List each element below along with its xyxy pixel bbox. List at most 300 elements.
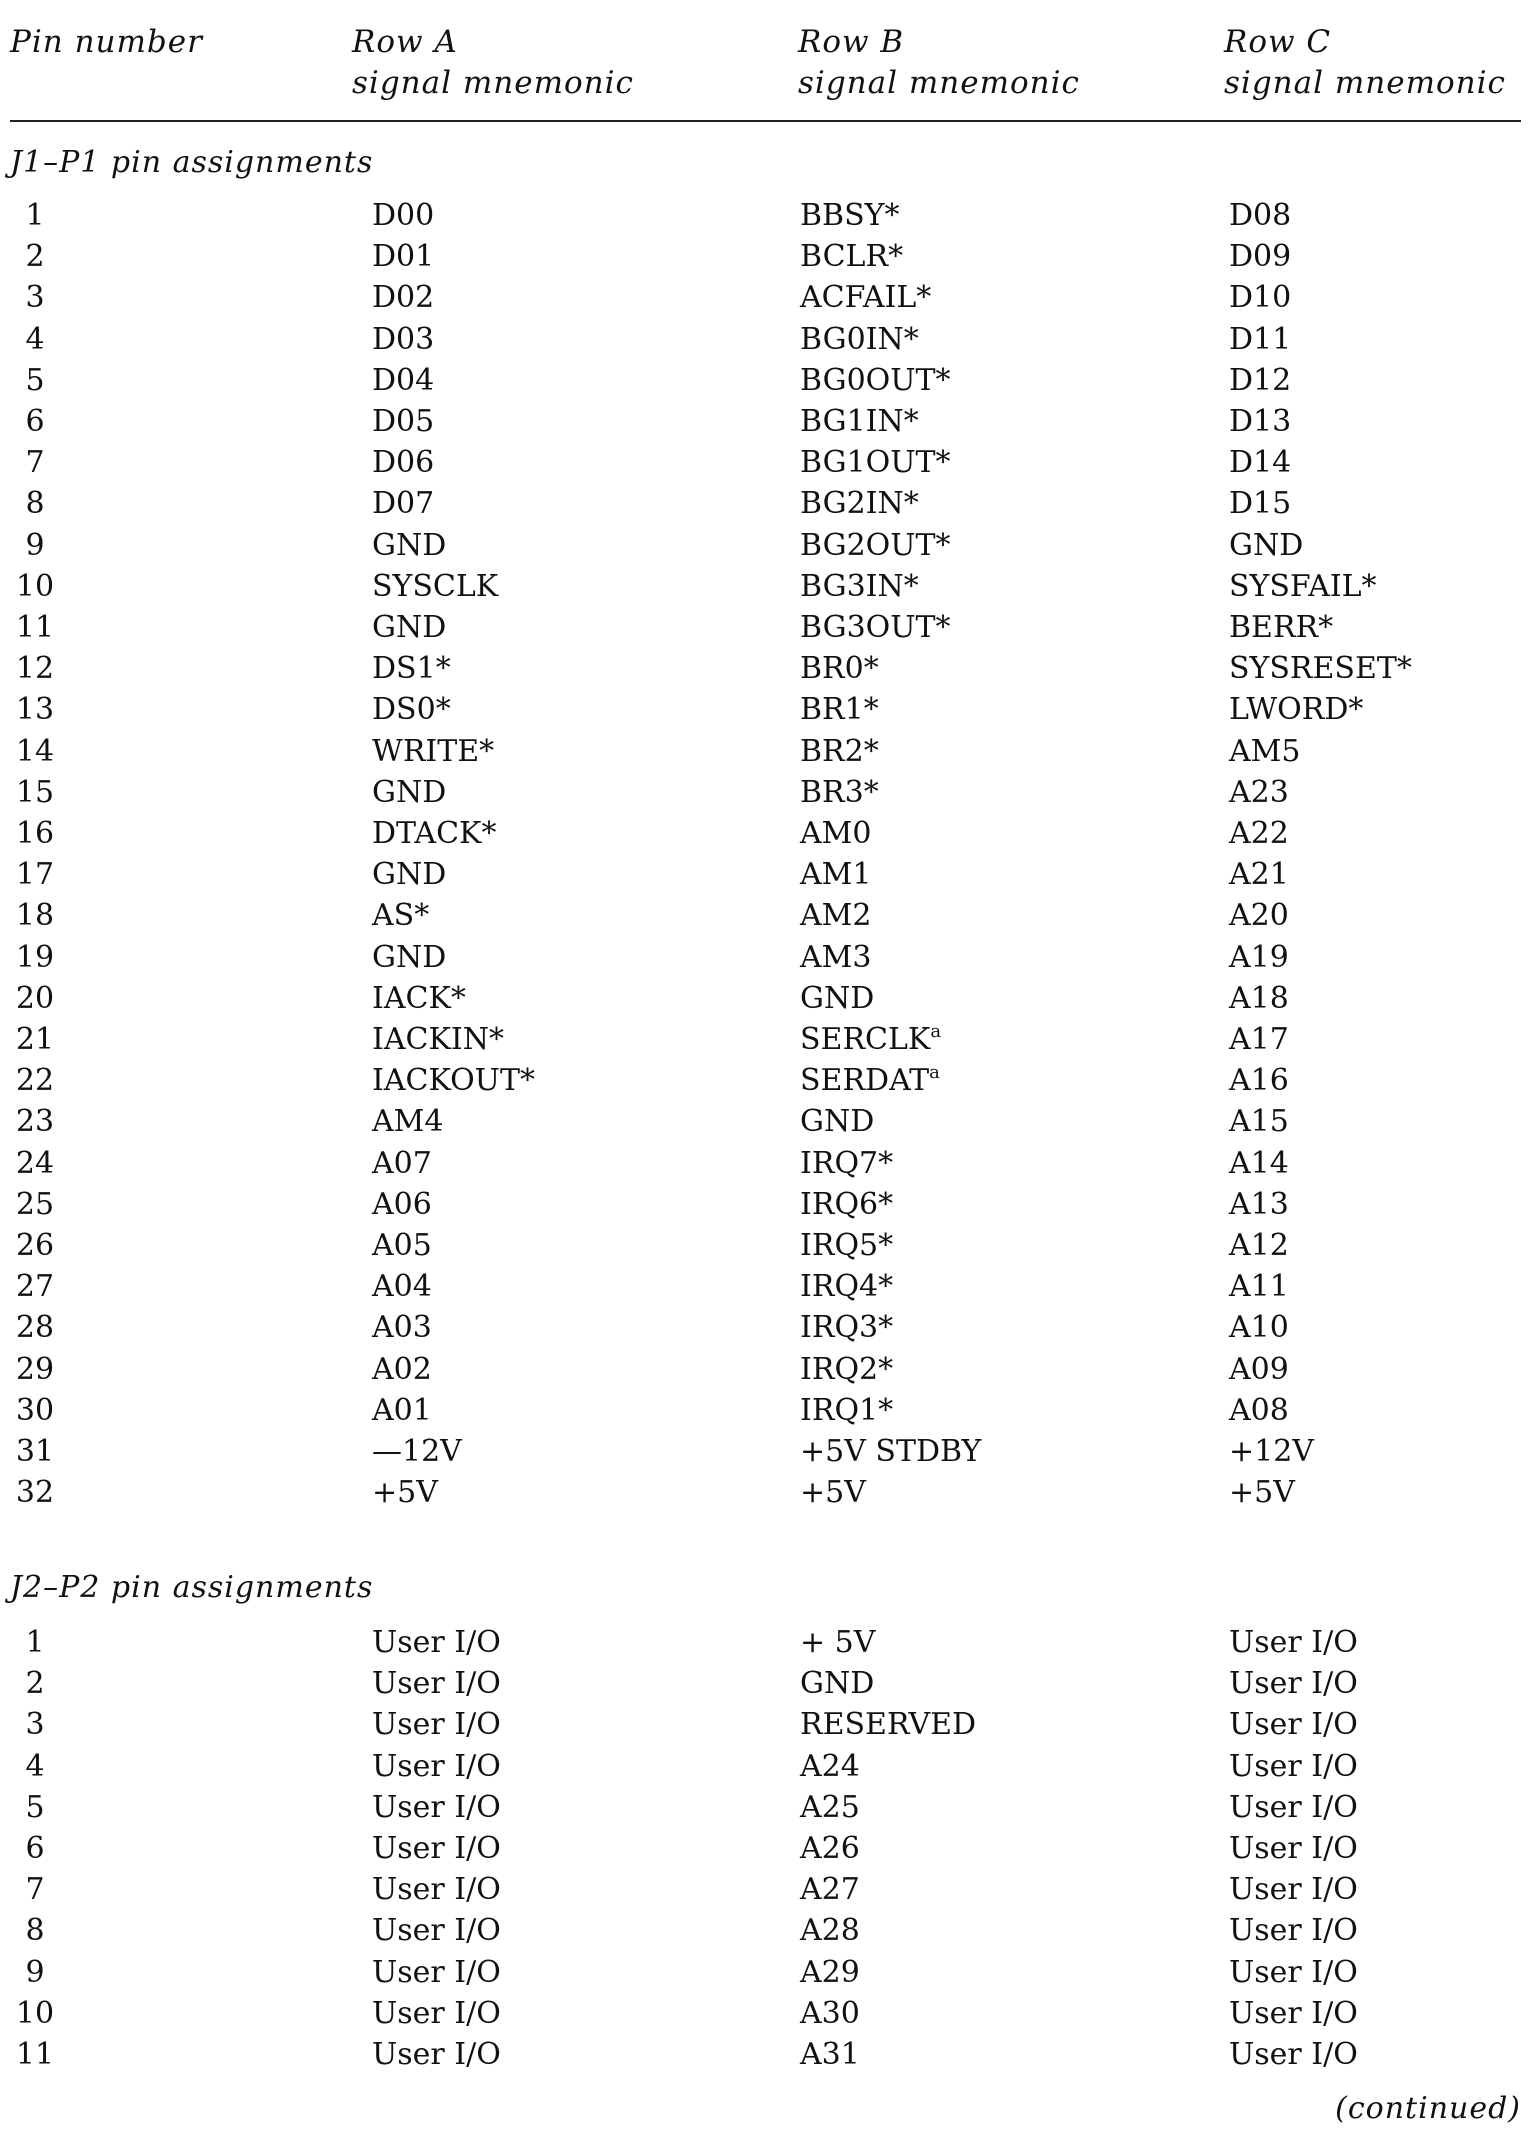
table-row <box>0 401 1531 442</box>
row-a-cell-text: User I/O <box>372 1872 501 1908</box>
row-a-cell-text: A04 <box>372 1269 432 1305</box>
row-c-cell-text: +5V <box>1229 1475 1295 1511</box>
row-c-cell-text: User I/O <box>1229 1913 1358 1949</box>
row-c-cell-text: A20 <box>1229 898 1289 934</box>
row-b-cell <box>800 525 951 566</box>
row-c-cell <box>1229 1663 1358 1704</box>
row-b-cell-text: GND <box>800 980 875 1016</box>
row-a-cell <box>372 195 434 236</box>
row-c-cell-text: User I/O <box>1229 1707 1358 1743</box>
row-a-cell-text: GND <box>372 774 447 810</box>
pin-number-cell-text: 6 <box>25 1831 45 1866</box>
row-c-cell <box>1229 1828 1358 1869</box>
pin-number-cell-text: 7 <box>25 1872 45 1908</box>
row-b-cell <box>800 1184 893 1225</box>
pin-number-cell <box>10 195 60 236</box>
row-a-cell-text: DTACK* <box>372 816 497 851</box>
table-row <box>0 1869 1531 1910</box>
table-row <box>0 1390 1531 1431</box>
row-a-cell-text: User I/O <box>372 1913 501 1949</box>
row-b-cell <box>800 978 874 1019</box>
section-title-j1: J1–P1 pin assignments <box>10 145 374 180</box>
row-a-cell-text: D00 <box>372 198 435 233</box>
row-a-cell <box>372 895 429 936</box>
row-a-cell-text: IACKOUT* <box>372 1063 535 1099</box>
row-b-cell-text: A31 <box>800 2037 860 2072</box>
pin-number-cell <box>10 1390 60 1431</box>
header-row-a <box>352 22 634 104</box>
row-b-cell-text: BG1IN* <box>800 404 919 439</box>
row-c-cell-text: A19 <box>1229 939 1289 975</box>
row-c-cell-text: D15 <box>1229 486 1292 522</box>
row-a-cell-text: User I/O <box>372 1954 501 1990</box>
table-row <box>0 1307 1531 1348</box>
pin-number-cell-text: 22 <box>15 1063 55 1099</box>
table-row <box>0 978 1531 1019</box>
row-c-cell-text: A21 <box>1229 857 1289 893</box>
row-a-cell-text: User I/O <box>372 1995 501 2031</box>
pin-number-cell <box>10 1787 60 1828</box>
row-b-cell <box>800 401 919 442</box>
pin-number-cell-text: 5 <box>25 1789 45 1825</box>
row-b-cell-text: A26 <box>800 1831 860 1866</box>
row-b-cell <box>800 319 919 360</box>
table-row <box>0 1704 1531 1745</box>
pin-number-cell <box>10 731 60 772</box>
row-a-cell-text: DS0* <box>372 692 451 728</box>
row-c-cell <box>1229 277 1291 318</box>
row-b-cell-text: A25 <box>800 1789 860 1825</box>
table-row <box>0 1184 1531 1225</box>
row-a-cell <box>372 1431 462 1472</box>
pin-number-cell <box>10 2034 60 2075</box>
row-a-cell-text: A03 <box>372 1310 432 1346</box>
row-a-cell <box>372 854 446 895</box>
row-b-cell-text: BCLR* <box>800 239 904 275</box>
table-row <box>0 1225 1531 1266</box>
pin-number-cell-text: 14 <box>15 733 55 769</box>
table-row <box>0 1910 1531 1951</box>
row-c-cell <box>1229 1143 1289 1184</box>
row-a-cell-text: User I/O <box>372 1748 501 1784</box>
row-a-cell-text: DS1* <box>372 651 451 687</box>
row-a-cell <box>372 1952 501 1993</box>
row-b-cell-text: +5V STDBY <box>800 1434 982 1469</box>
row-a-cell <box>372 442 434 483</box>
table-row <box>0 525 1531 566</box>
table-row <box>0 1746 1531 1787</box>
pin-number-cell-text: 23 <box>15 1104 55 1140</box>
pin-number-cell-text: 21 <box>15 1022 55 1057</box>
header-row-b-line2: signal mnemonic <box>798 65 1080 101</box>
header-pin-number-label: Pin number <box>10 24 203 60</box>
pin-number-cell <box>10 648 60 689</box>
pin-number-cell-text: 31 <box>15 1434 55 1469</box>
table-row <box>0 648 1531 689</box>
row-c-cell-text: A14 <box>1229 1145 1289 1181</box>
pin-number-cell <box>10 772 60 813</box>
pin-number-cell-text: 1 <box>25 198 45 233</box>
pin-number-cell-text: 9 <box>25 527 45 563</box>
pin-number-cell <box>10 236 60 277</box>
row-c-cell-text: SYSRESET* <box>1229 651 1412 687</box>
row-a-cell <box>372 1266 432 1307</box>
row-a-cell-text: User I/O <box>372 1789 501 1825</box>
row-b-cell-text: AM0 <box>800 816 872 851</box>
row-c-cell-text: User I/O <box>1229 1625 1358 1660</box>
row-b-cell-text: A29 <box>800 1954 860 1990</box>
row-b-cell-text: +5V <box>800 1475 866 1511</box>
row-c-cell-text: AM5 <box>1229 733 1301 769</box>
row-c-cell-text: User I/O <box>1229 1995 1358 2031</box>
row-b-cell-text: A30 <box>800 1995 860 2031</box>
row-b-cell-text: AM2 <box>800 898 872 934</box>
row-b-cell <box>800 607 951 648</box>
table-row <box>0 1828 1531 1869</box>
row-c-cell-text: A15 <box>1229 1104 1289 1140</box>
header-row-b <box>798 22 1080 104</box>
row-b-cell <box>800 1143 893 1184</box>
row-c-cell-text: A08 <box>1229 1392 1289 1428</box>
row-a-cell-text: D02 <box>372 280 435 316</box>
pin-number-cell <box>10 854 60 895</box>
row-b-cell-text: BR1* <box>800 692 879 728</box>
row-b-cell <box>800 1869 860 1910</box>
row-c-cell-text: A18 <box>1229 980 1289 1016</box>
pin-number-cell-text: 17 <box>15 857 55 893</box>
pin-number-cell-text: 2 <box>25 239 45 275</box>
pin-number-cell <box>10 978 60 1019</box>
table-row <box>0 895 1531 936</box>
row-a-cell <box>372 566 498 607</box>
pin-number-cell-text: 11 <box>15 610 55 645</box>
row-a-cell-text: D01 <box>372 239 435 275</box>
table-row <box>0 1787 1531 1828</box>
row-a-cell-text: +5V <box>372 1475 438 1511</box>
pin-number-cell-text: 12 <box>15 651 55 687</box>
row-a-cell <box>372 277 434 318</box>
pin-number-cell-text: 13 <box>15 692 55 728</box>
row-b-cell <box>800 566 919 607</box>
table-row <box>0 2034 1531 2075</box>
table-row <box>0 360 1531 401</box>
row-b-cell <box>800 772 879 813</box>
row-b-cell-text: SERCLK <box>800 1022 931 1057</box>
pin-number-cell-text: 26 <box>15 1228 55 1263</box>
row-a-cell <box>372 483 434 524</box>
row-c-cell <box>1229 813 1289 854</box>
pin-number-cell <box>10 1704 60 1745</box>
row-a-cell-text: GND <box>372 939 447 975</box>
row-c-cell-text: +12V <box>1229 1434 1314 1469</box>
row-b-cell-text: AM1 <box>800 857 872 893</box>
table-row <box>0 1663 1531 1704</box>
pin-number-cell <box>10 1622 60 1663</box>
row-c-cell-text: A17 <box>1229 1022 1289 1057</box>
row-a-cell <box>372 1184 432 1225</box>
row-b-cell-text: IRQ6* <box>800 1186 894 1222</box>
row-c-cell <box>1229 648 1412 689</box>
table-row <box>0 1993 1531 2034</box>
pin-number-cell <box>10 1431 60 1472</box>
row-a-cell-text: GND <box>372 610 447 645</box>
row-a-cell <box>372 1307 432 1348</box>
row-c-cell-text: User I/O <box>1229 2037 1358 2072</box>
row-c-cell-text: A23 <box>1229 774 1289 810</box>
row-c-cell-text: LWORD* <box>1229 692 1364 728</box>
pin-number-cell <box>10 277 60 318</box>
row-b-cell-text: BR0* <box>800 651 879 687</box>
row-b-cell-text: BR2* <box>800 733 879 769</box>
row-c-cell-text: User I/O <box>1229 1748 1358 1784</box>
row-a-cell <box>372 772 446 813</box>
row-c-cell <box>1229 1266 1289 1307</box>
row-a-cell <box>372 1101 443 1142</box>
pin-number-cell <box>10 525 60 566</box>
header-row-a-line2: signal mnemonic <box>352 65 634 101</box>
row-a-cell <box>372 401 434 442</box>
row-c-cell-text: A09 <box>1229 1351 1289 1387</box>
row-b-cell <box>800 1060 940 1101</box>
row-a-cell <box>372 1704 501 1745</box>
row-a-cell-text: —12V <box>372 1434 462 1469</box>
pin-number-cell <box>10 689 60 730</box>
table-row <box>0 1101 1531 1142</box>
row-c-cell-text: A22 <box>1229 816 1289 851</box>
row-c-cell <box>1229 1390 1289 1431</box>
row-b-cell <box>800 1910 860 1951</box>
row-c-cell-text: D14 <box>1229 445 1292 481</box>
row-c-cell-text: D12 <box>1229 362 1292 398</box>
row-c-cell <box>1229 937 1289 978</box>
pin-number-cell-text: 2 <box>25 1666 45 1702</box>
pin-number-cell <box>10 1910 60 1951</box>
row-b-cell <box>800 1472 866 1513</box>
row-b-cell-text: BR3* <box>800 774 879 810</box>
row-c-cell <box>1229 525 1303 566</box>
row-b-cell <box>800 195 899 236</box>
row-a-cell-text: AM4 <box>372 1104 444 1140</box>
row-a-cell <box>372 1663 501 1704</box>
row-a-cell-text: A05 <box>372 1228 432 1263</box>
pin-number-cell <box>10 442 60 483</box>
pin-number-cell <box>10 607 60 648</box>
row-a-cell <box>372 1828 501 1869</box>
row-a-cell-text: GND <box>372 527 447 563</box>
row-a-cell <box>372 689 451 730</box>
row-a-cell <box>372 1143 432 1184</box>
table-row <box>0 1349 1531 1390</box>
row-c-cell-text: A13 <box>1229 1186 1289 1222</box>
row-c-cell <box>1229 1431 1314 1472</box>
pin-number-cell <box>10 566 60 607</box>
row-a-cell <box>372 525 446 566</box>
pin-number-cell-text: 28 <box>15 1310 55 1346</box>
pin-number-cell <box>10 1472 60 1513</box>
row-c-cell <box>1229 195 1291 236</box>
table-row <box>0 854 1531 895</box>
row-a-cell-text: User I/O <box>372 1666 501 1702</box>
table-row <box>0 1431 1531 1472</box>
row-c-cell-text: User I/O <box>1229 1831 1358 1866</box>
row-b-cell <box>800 1101 874 1142</box>
row-c-cell-text: A10 <box>1229 1310 1289 1346</box>
row-b-cell-text: BG3IN* <box>800 568 919 604</box>
row-b-cell-text: SERDAT <box>800 1063 930 1099</box>
row-c-cell-text: A12 <box>1229 1228 1289 1263</box>
table-row <box>0 566 1531 607</box>
pin-number-cell-text: 10 <box>15 568 55 604</box>
row-c-cell <box>1229 1622 1358 1663</box>
row-b-cell <box>800 1307 893 1348</box>
row-c-cell <box>1229 1910 1358 1951</box>
row-c-cell-text: D10 <box>1229 280 1292 316</box>
pin-number-cell-text: 11 <box>15 2037 55 2072</box>
row-c-cell <box>1229 978 1289 1019</box>
table-row <box>0 731 1531 772</box>
pin-number-cell <box>10 1746 60 1787</box>
row-c-cell <box>1229 360 1291 401</box>
pin-number-cell-text: 8 <box>25 486 45 522</box>
row-c-cell <box>1229 483 1291 524</box>
row-c-cell-text: D09 <box>1229 239 1292 275</box>
row-a-cell <box>372 319 434 360</box>
pin-number-cell <box>10 1019 60 1060</box>
row-c-cell <box>1229 1060 1289 1101</box>
pin-number-cell-text: 6 <box>25 404 45 439</box>
row-a-cell <box>372 236 434 277</box>
row-b-cell <box>800 1390 893 1431</box>
row-a-cell-text: IACK* <box>372 980 466 1016</box>
row-b-cell <box>800 1704 976 1745</box>
row-b-cell <box>800 1266 893 1307</box>
row-b-cell-text: IRQ4* <box>800 1269 894 1305</box>
row-b-cell-text: BG1OUT* <box>800 445 951 481</box>
row-b-cell <box>800 1663 874 1704</box>
row-a-cell-text: D07 <box>372 486 435 522</box>
row-b-cell <box>800 277 931 318</box>
pin-number-cell-text: 19 <box>15 939 55 975</box>
row-a-cell-text: User I/O <box>372 1831 501 1866</box>
row-b-cell <box>800 442 951 483</box>
row-a-cell <box>372 1746 501 1787</box>
row-c-cell <box>1229 854 1289 895</box>
row-c-cell <box>1229 319 1291 360</box>
pin-number-cell <box>10 937 60 978</box>
row-c-cell <box>1229 1746 1358 1787</box>
pin-number-cell-text: 20 <box>15 980 55 1016</box>
table-row <box>0 483 1531 524</box>
row-b-cell-text: A27 <box>800 1872 860 1908</box>
row-b-cell-text: IRQ5* <box>800 1228 894 1263</box>
pin-number-cell-text: 5 <box>25 362 45 398</box>
pin-number-cell <box>10 1225 60 1266</box>
row-a-cell <box>372 2034 501 2075</box>
row-c-cell <box>1229 1787 1358 1828</box>
row-b-cell <box>800 2034 860 2075</box>
row-c-cell-text: User I/O <box>1229 1954 1358 1990</box>
table-row <box>0 689 1531 730</box>
row-a-cell <box>372 360 434 401</box>
row-a-cell <box>372 731 494 772</box>
row-b-cell <box>800 689 879 730</box>
row-b-cell <box>800 1746 860 1787</box>
header-row-c <box>1224 22 1506 104</box>
row-a-cell <box>372 1390 432 1431</box>
row-a-cell-text: D06 <box>372 445 435 481</box>
row-b-cell <box>800 895 871 936</box>
row-b-cell-text: BG2OUT* <box>800 527 951 563</box>
row-a-cell-text: WRITE* <box>372 733 495 769</box>
row-b-cell-text: BG3OUT* <box>800 610 951 645</box>
pin-number-cell <box>10 1869 60 1910</box>
row-c-cell-text: D08 <box>1229 198 1292 233</box>
pin-number-cell <box>10 1828 60 1869</box>
table-row <box>0 195 1531 236</box>
table-row <box>0 1472 1531 1513</box>
row-b-cell <box>800 1349 893 1390</box>
pin-number-cell <box>10 319 60 360</box>
row-c-cell-text: BERR* <box>1229 610 1334 645</box>
row-a-cell-text: SYSCLK <box>372 568 499 604</box>
row-a-cell-text: D05 <box>372 404 435 439</box>
row-b-cell-text: BG2IN* <box>800 486 919 522</box>
row-c-cell <box>1229 566 1377 607</box>
row-c-cell <box>1229 1952 1358 1993</box>
row-b-cell-text: IRQ1* <box>800 1392 894 1428</box>
table-row <box>0 236 1531 277</box>
row-b-cell-text: BBSY* <box>800 198 900 233</box>
pin-number-cell-text: 9 <box>25 1954 45 1990</box>
header-pin-number <box>10 22 203 63</box>
row-b-cell-text: GND <box>800 1104 875 1140</box>
table-row <box>0 772 1531 813</box>
pin-number-cell <box>10 813 60 854</box>
row-c-cell <box>1229 2034 1358 2075</box>
footnote-marker: a <box>930 1021 942 1042</box>
pin-number-cell <box>10 360 60 401</box>
row-a-cell <box>372 937 446 978</box>
row-a-cell <box>372 1869 501 1910</box>
row-b-cell <box>800 854 871 895</box>
row-c-cell <box>1229 1307 1289 1348</box>
row-a-cell <box>372 1019 504 1060</box>
row-a-cell-text: A06 <box>372 1186 432 1222</box>
row-a-cell-text: User I/O <box>372 1625 501 1660</box>
row-c-cell <box>1229 1993 1358 2034</box>
row-c-cell <box>1229 1869 1358 1910</box>
row-a-cell <box>372 813 496 854</box>
row-a-cell <box>372 1622 501 1663</box>
pin-number-cell <box>10 1349 60 1390</box>
row-a-cell-text: User I/O <box>372 2037 501 2072</box>
row-b-cell <box>800 1225 893 1266</box>
pin-number-cell-text: 8 <box>25 1913 45 1949</box>
row-b-cell-text: BG0OUT* <box>800 362 951 398</box>
row-a-cell-text: A07 <box>372 1145 432 1181</box>
row-a-cell-text: A01 <box>372 1392 432 1428</box>
pin-number-cell-text: 30 <box>15 1392 55 1428</box>
row-b-cell <box>800 1622 875 1663</box>
row-c-cell <box>1229 1019 1289 1060</box>
row-a-cell-text: D04 <box>372 362 435 398</box>
row-c-cell-text: A16 <box>1229 1063 1289 1099</box>
row-b-cell <box>800 1019 941 1060</box>
row-c-cell <box>1229 1704 1358 1745</box>
row-a-cell <box>372 1225 432 1266</box>
row-a-cell-text: A02 <box>372 1351 432 1387</box>
pin-number-cell-text: 16 <box>15 816 55 851</box>
